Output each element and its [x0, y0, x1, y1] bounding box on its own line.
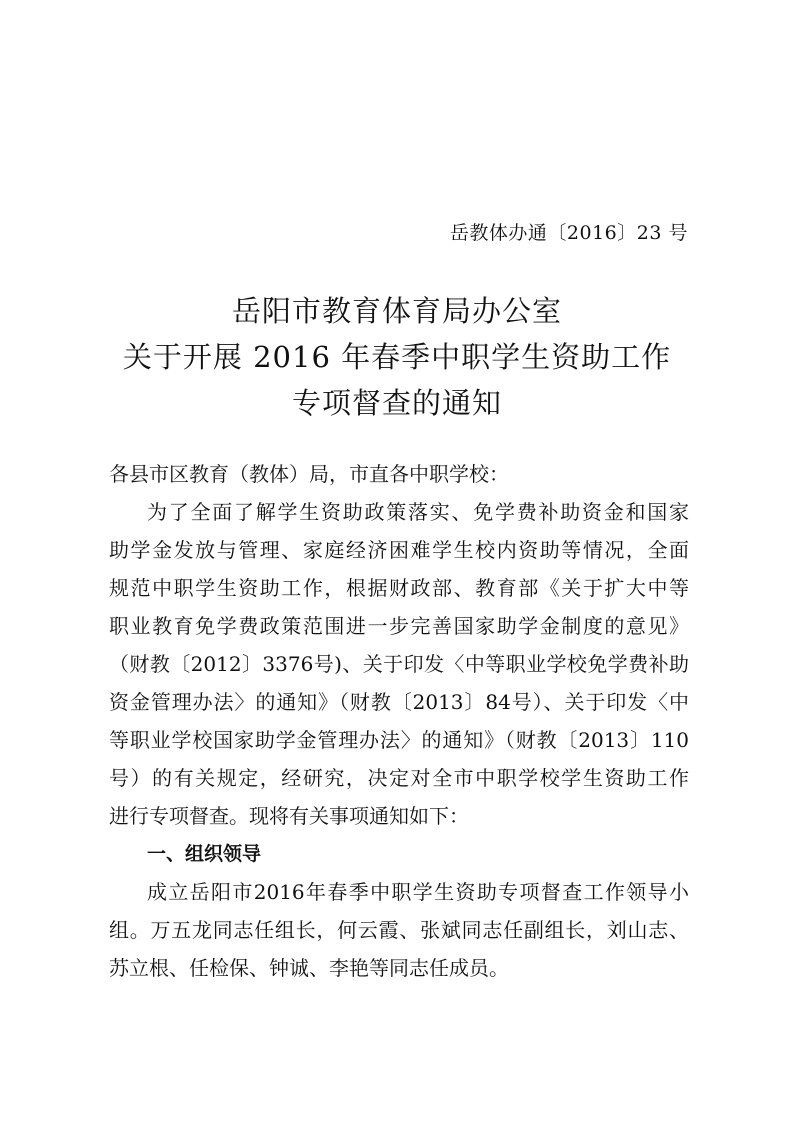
paragraph-line: 成立岳阳市2016年春季中职学生资助专项督查工作领导小 [147, 880, 689, 904]
paragraph-line: 资金管理办法〉的通知》（财教〔2013〕84号）、关于印发〈中 [109, 690, 689, 714]
title-line-2: 关于开展 2016 年春季中职学生资助工作 [122, 340, 672, 374]
paragraph-line: 职业教育免学费政策范围进一步完善国家助学金制度的意见》 [109, 614, 689, 638]
salutation: 各县市区教育（教体）局，市直各中职学校： [109, 462, 509, 486]
paragraph-line: 进行专项督查。现将有关事项通知如下： [109, 804, 469, 828]
document-body [109, 455, 689, 987]
section-heading: 一、组织领导 [147, 843, 262, 865]
paragraph-line: 助学金发放与管理、家庭经济困难学生校内资助等情况，全面 [109, 538, 689, 562]
paragraph-1 [109, 493, 689, 835]
paragraph-line: 为了全面了解学生资助政策落实、免学费补助资金和国家 [147, 500, 689, 524]
document-number: 岳教体办通〔2016〕23 号 [449, 222, 688, 244]
title-line-3: 专项督查的通知 [291, 386, 502, 420]
paragraph-line: 苏立根、任检保、钟诚、李艳等同志任成员。 [109, 956, 509, 980]
paragraph-line: （财教〔2012〕3376号)、关于印发〈中等职业学校免学费补助 [109, 652, 689, 676]
title-line-1: 岳阳市教育体育局办公室 [231, 294, 562, 328]
paragraph-2 [109, 873, 689, 987]
paragraph-line: 规范中职学生资助工作，根据财政部、教育部《关于扩大中等 [109, 576, 689, 600]
paragraph-line: 组。万五龙同志任组长，何云霞、张斌同志任副组长，刘山志、 [109, 918, 689, 942]
document-title [0, 288, 794, 426]
paragraph-line: 等职业学校国家助学金管理办法〉的通知》（财教〔2013〕110 [109, 728, 689, 752]
paragraph-line: 号）的有关规定，经研究，决定对全市中职学校学生资助工作 [109, 766, 689, 790]
